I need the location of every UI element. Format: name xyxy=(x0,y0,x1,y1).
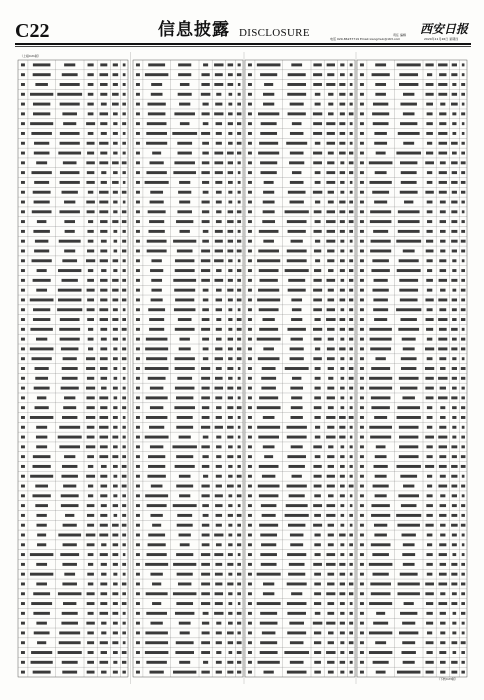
table-column-1 xyxy=(18,60,128,677)
table-column-2 xyxy=(133,60,243,677)
table-column-3 xyxy=(245,60,355,677)
section-title-cn: 信息披露 xyxy=(158,20,230,40)
date-line: 2020年11月26日 星期四 xyxy=(424,37,459,41)
announcement-heading: （上接C21版） xyxy=(20,54,41,58)
page-number: C22 xyxy=(15,20,50,42)
continued-note: （下转C23版） xyxy=(437,677,458,681)
section-title-en: DISCLOSURE xyxy=(239,27,310,39)
masthead-logo: 西安日报 xyxy=(420,22,469,36)
contact-line: 电话 029-86237719 Email:xiangmuk@163.com xyxy=(330,37,401,41)
table-column-4 xyxy=(357,60,467,677)
editor-line: 责任 编辑 xyxy=(393,33,406,37)
